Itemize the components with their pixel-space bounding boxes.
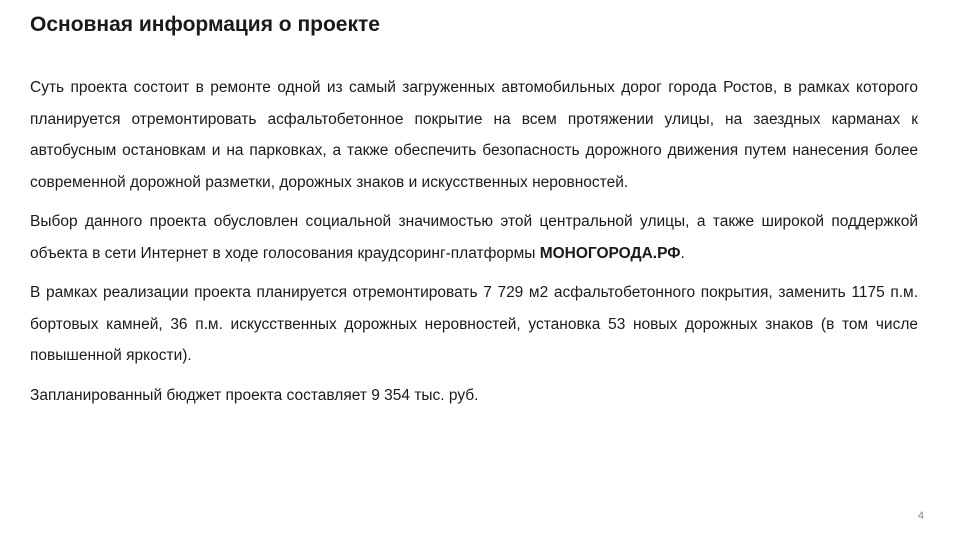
page-number: 4 [917, 510, 924, 522]
platform-name: МОНОГОРОДА.РФ [539, 244, 681, 262]
paragraph-project-budget: Запланированный бюджет проекта составляет 9 354 тыс. руб. [30, 386, 479, 404]
paragraph-project-choice [30, 206, 918, 269]
paragraph-project-choice-text: Выбор данного проекта обусловлен социальной значимостью этой центральной улицы, а также широкой поддержкой объекта в сети Интернет в ходе голосования краудсоринг-платформы [30, 213, 918, 262]
paragraph-project-choice-end: . [680, 244, 685, 262]
page-title: Основная информация о проекте [30, 13, 380, 36]
body-text [30, 72, 918, 419]
paragraph-project-essence: Суть проекта состоит в ремонте одной из самый загруженных автомобильных дорог города Ростов, в рамках которого планируется отремонтировать асфальтобетонное покрытие на всем протяжении улицы, на заездных карманах к автобусным остановкам и на парковках, а также обеспечить безопасность дорожного движения путем нанесения более современной дорожной разметки, дорожных знаков и искусственных неровностей. [30, 79, 918, 191]
paragraph-project-scope: В рамках реализации проекта планируется отремонтировать 7 729 м2 асфальтобетонного покрытия, заменить 1175 п.м. бортовых камней, 36 п.м. искусственных дорожных неровностей, установка 53 новых дорожных знаков (в том числе повышенной яркости). [30, 284, 918, 364]
